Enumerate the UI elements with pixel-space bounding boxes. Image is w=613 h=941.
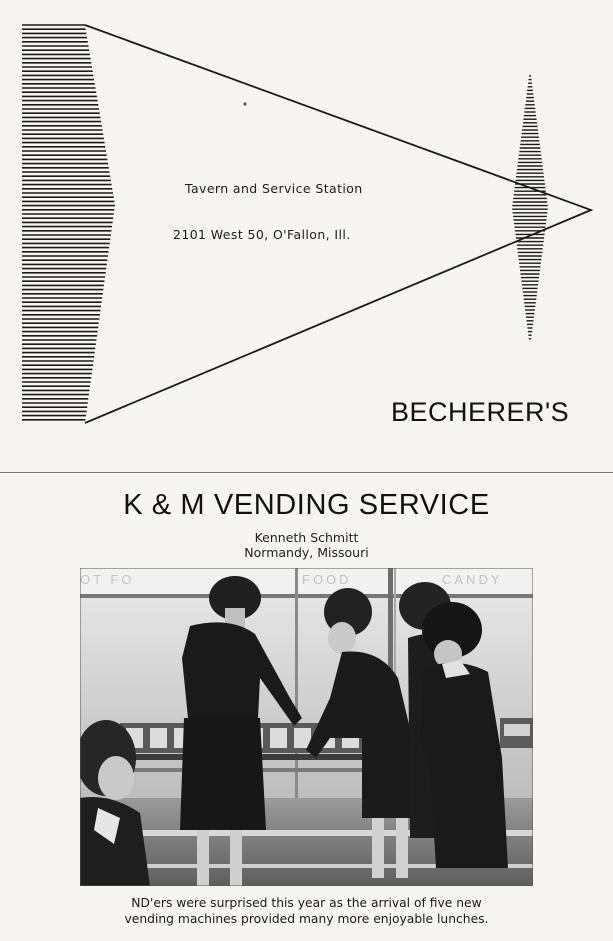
contact-location: Normandy, Missouri [244,545,369,560]
ink-speck [243,102,246,105]
machine-sign-3: CANDY [442,572,503,587]
vending-machine-photo [80,568,533,886]
left-stripe-block [22,25,115,420]
caption-line-1: ND'ers were surprised this year as the arrival of five new [131,896,482,910]
contact-name: Kenneth Schmitt [254,530,359,545]
machine-sign-1: OT FO [80,572,135,587]
km-vending-contact [0,530,613,560]
caption-line-2: vending machines provided many more enjoyable lunches. [124,912,489,926]
photo-caption [0,895,613,927]
km-vending-title: K & M VENDING SERVICE [123,489,490,521]
section-divider [0,472,613,473]
becherers-name: BECHERER'S [391,397,570,427]
machine-sign-2: FOOD [302,572,352,587]
becherers-ad-line-1: Tavern and Service Station [185,181,363,196]
right-stripe-block [512,76,548,339]
becherers-ad-address: 2101 West 50, O'Fallon, Ill. [173,227,351,242]
